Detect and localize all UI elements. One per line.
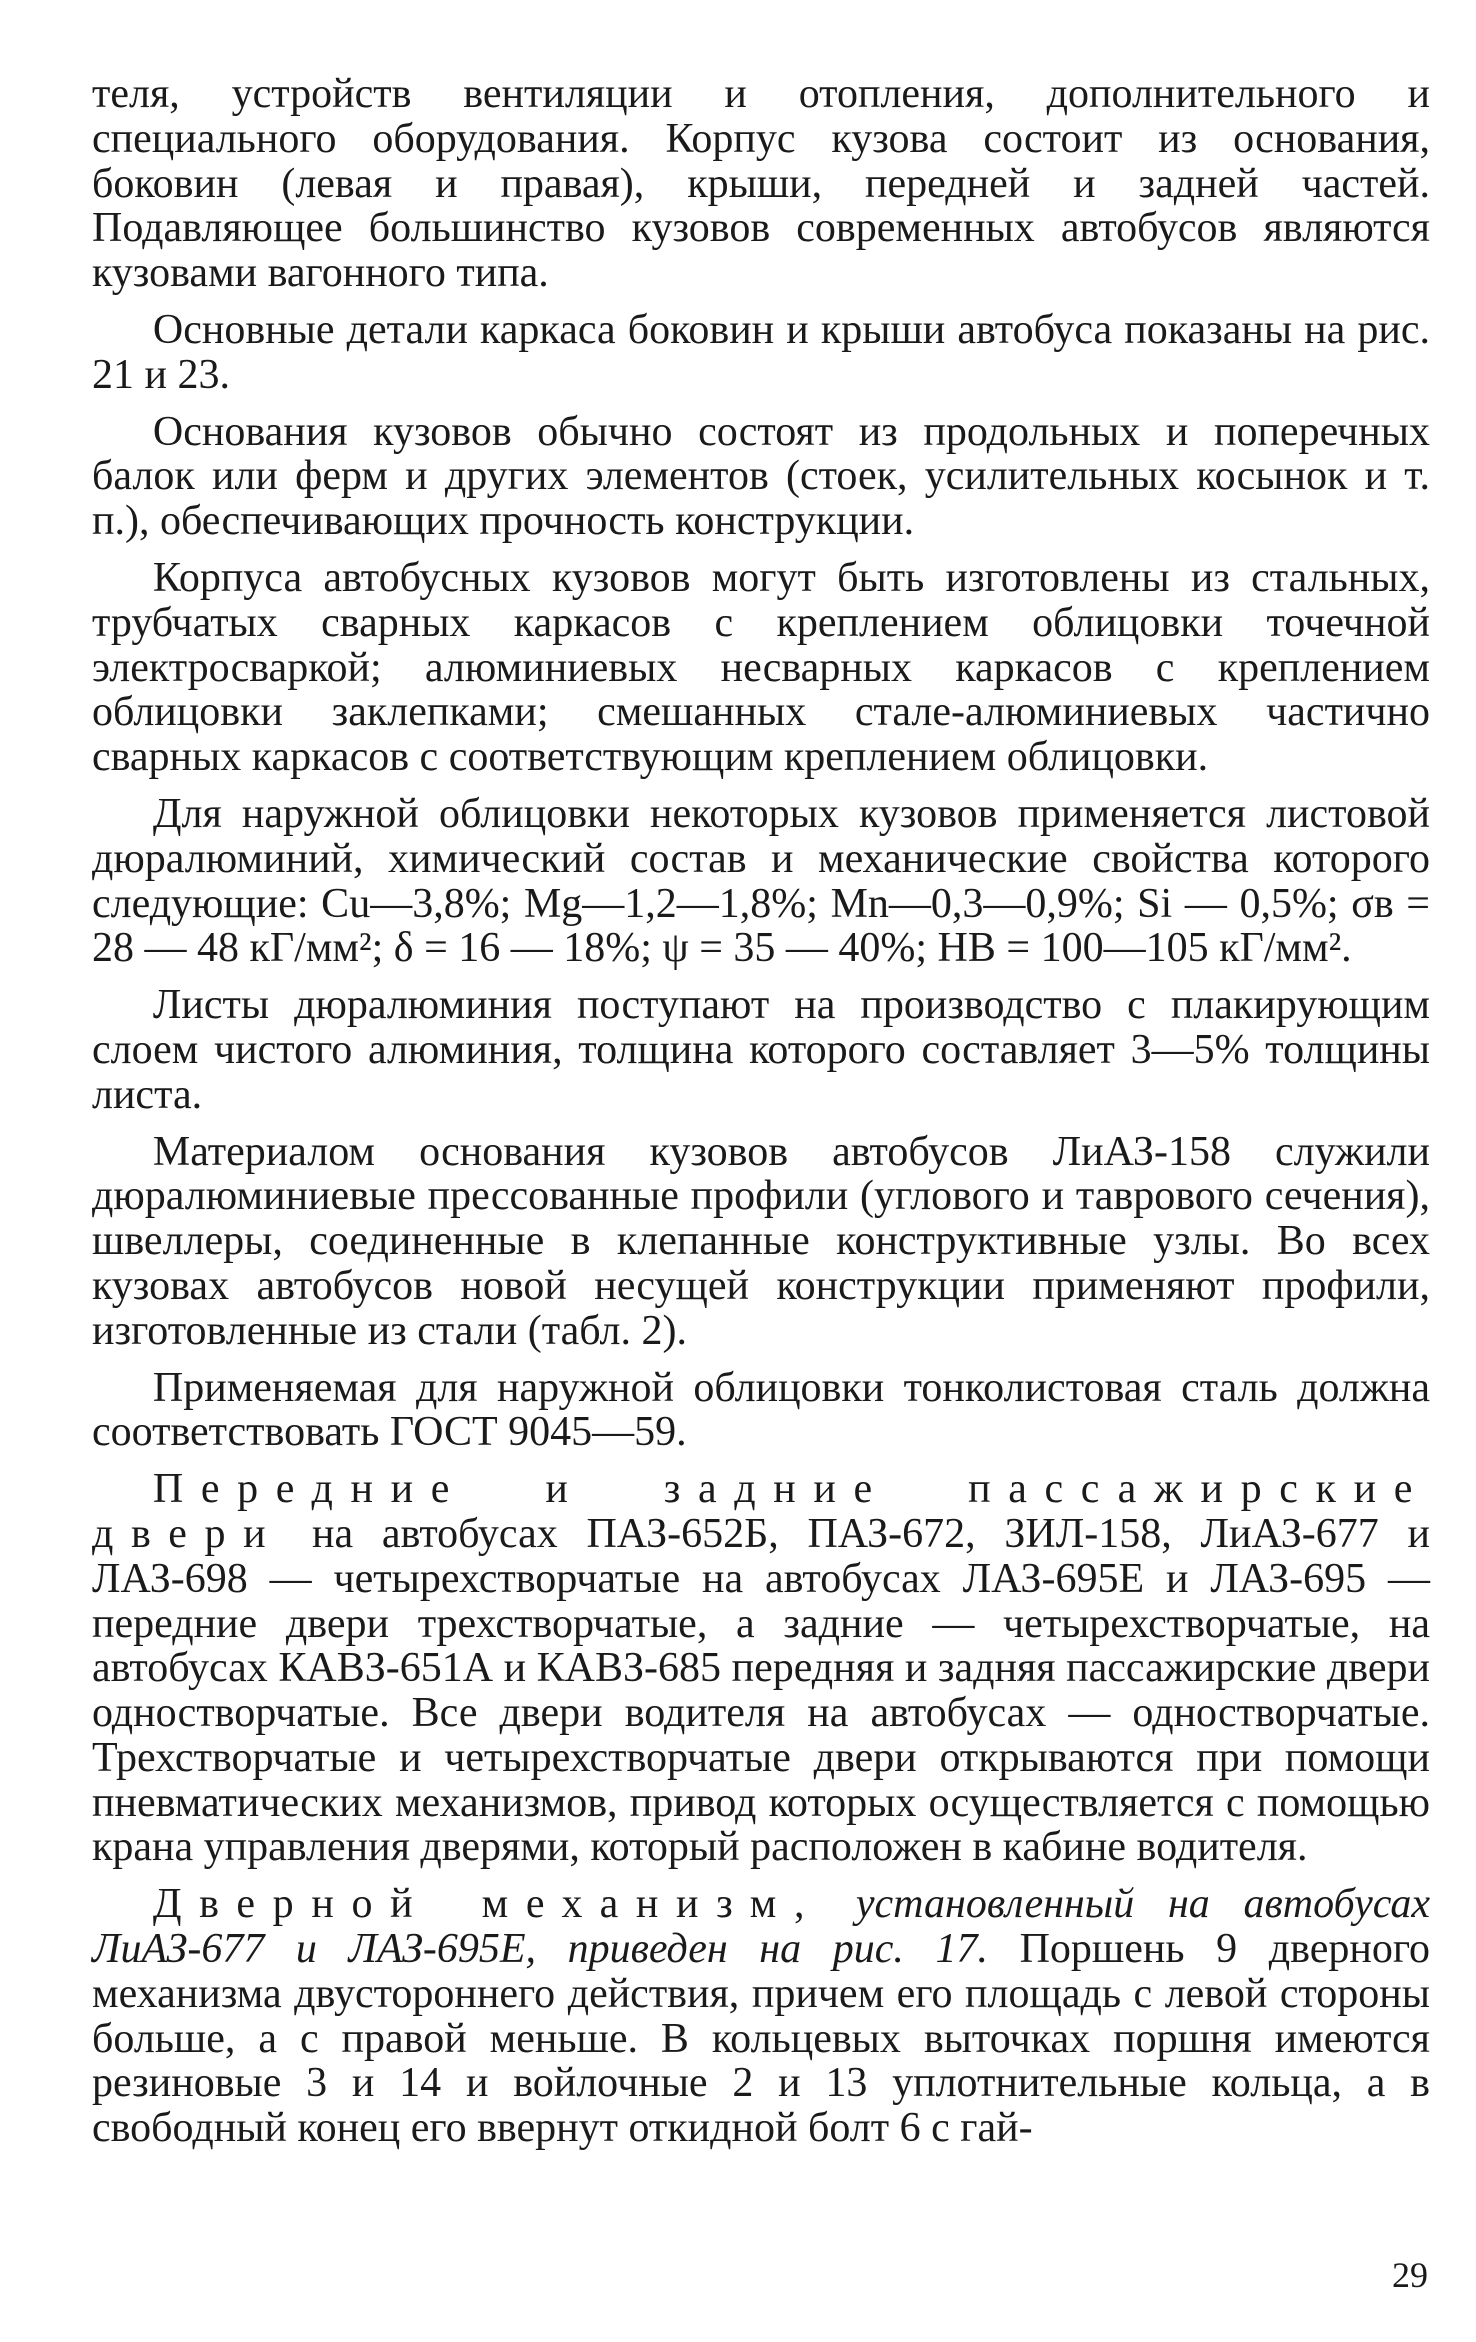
paragraph-10-emphasis: Дверной механизм, [152, 1881, 823, 1928]
paragraph-4: Корпуса автобусных кузовов могут быть изготовлены из стальных, трубчатых сварных каркасов с креплением облицовки точечной электросваркой; алюминиевых несварных каркасов с креплением облицовки заклепками; смешанных стале-алюминиевых частично сварных каркасов с соответствующим креплением облицовки. [92, 554, 1430, 781]
paragraph-1: теля, устройств вентиляции и отопления, дополнительного и специального оборудования. Корпус кузова состоит из основания, боковин (левая и правая), крыши, передней и задней частей. Подавляющее большинство кузовов современных автобусов являются кузовами вагонного типа. [92, 71, 1430, 297]
page-number: 29 [1392, 2255, 1428, 2295]
paragraph-3: Основания кузовов обычно состоят из продольных и поперечных балок или ферм и других элементов (стоек, усилительных косынок и т. п.), обеспечивающих прочность конструкции. [92, 408, 1430, 545]
paragraph-5-composition: Для наружной облицовки некоторых кузовов применяется листовой дюралюминий, химический состав и механические свойства которого следующие: Cu—3,8%; Mg—1,2—1,8%; Mn—0,3—0,9%; Si — 0,5%; [92, 790, 1430, 927]
paragraph-2: Основные детали каркаса боковин и крыши автобуса показаны на рис. 21 и 23. [92, 306, 1430, 398]
paragraph-6: Листы дюралюминия поступают на производство с плакирующим слоем чистого алюминия, толщина которого составляет 3—5% толщины листа. [92, 982, 1430, 1118]
paragraph-9 [92, 1467, 1430, 1870]
paragraph-10 [92, 1882, 1430, 2151]
page-text [92, 72, 1430, 2151]
paragraph-10-body: Поршень 9 дверного механизма двустороннего действия, причем его площадь с левой стороны больше, а с правой меньше. В кольцевых выточках поршня имеются резиновые 3 и 14 и войлочные 2 и 13 уплотнительные кольца, а в свободный конец его ввернут откидной болт 6 с гай- [92, 1926, 1430, 2152]
paragraph-5-properties: σв = 28 — 48 кГ/мм²; δ = 16 — 18%; ψ = 35 — 40%; HB = 100—105 кГ/мм². [92, 880, 1430, 972]
paragraph-10-italic: установленный на автобусах ЛиАЗ-677 и ЛАЗ-695Е, приведен на рис. 17. [92, 1881, 1430, 1973]
paragraph-8: Применяемая для наружной облицовки тонколистовая сталь должна соответствовать ГОСТ 9045—59. [92, 1364, 1430, 1456]
paragraph-5 [92, 792, 1430, 971]
paragraph-9-emphasis: Передние и задние пассажирские двери [92, 1466, 1430, 1557]
paragraph-7: Материалом основания кузовов автобусов ЛиАЗ-158 служили дюралюминиевые прессованные профили (углового и таврового сечения), швеллеры, соединенные в клепанные конструктивные узлы. Во всех кузовах автобусов новой несущей конструкции применяют профили, изготовленные из стали (табл. 2). [92, 1128, 1430, 1354]
paragraph-9-body: на автобусах ПАЗ-652Б, ПАЗ-672, ЗИЛ-158, ЛиАЗ-677 и ЛАЗ-698 — четырехстворчатые на автобусах ЛАЗ-695Е и ЛАЗ-695 — передние двери трехстворчатые, а задние — четырехстворчатые, на автобусах КАВЗ-651А и КАВЗ-685 передняя и задняя пассажирские двери одностворчатые. Все двери водителя на автобусах — одностворчатые. Трехстворчатые и четырехстворчатые двери открываются при помощи пневматических механизмов, привод которых осуществляется с помощью крана управления дверями, который расположен в кабине водителя. [92, 1510, 1430, 1871]
